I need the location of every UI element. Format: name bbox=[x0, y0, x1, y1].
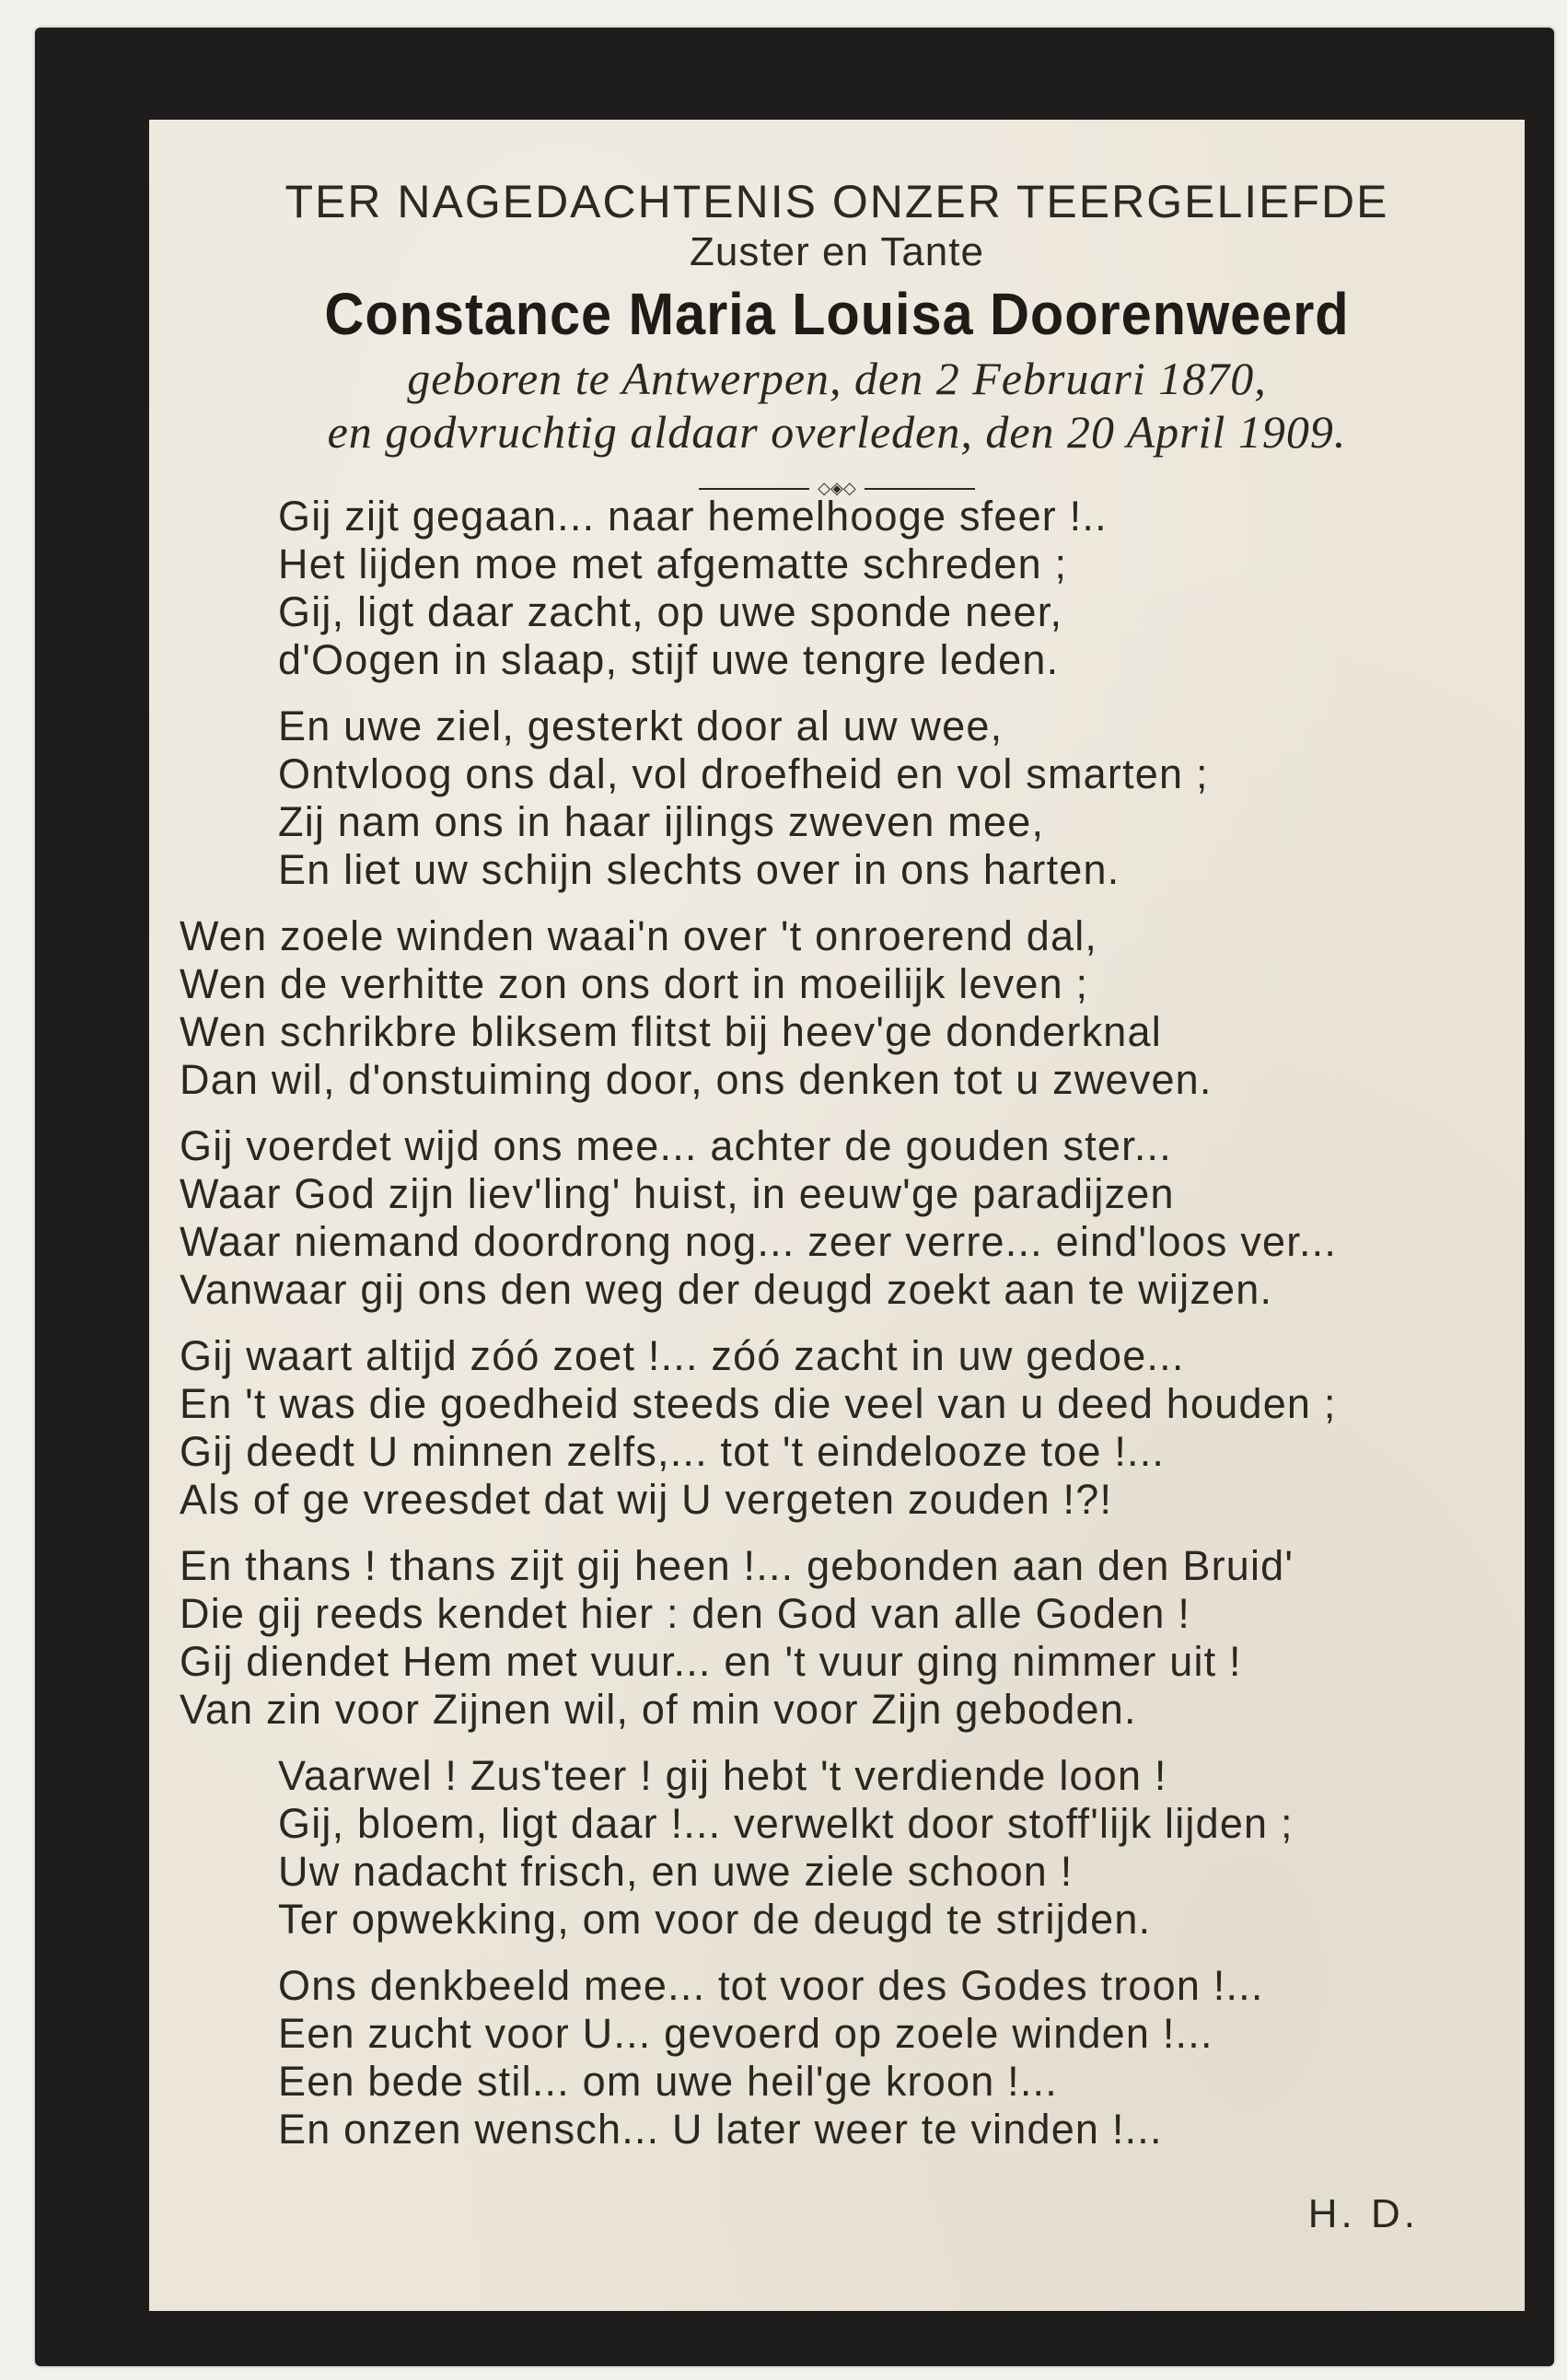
poem-line: Ons denkbeeld mee... tot voor des Godes troon !... bbox=[278, 1962, 1264, 2009]
poem-line: Dan wil, d'onstuiming door, ons denken tot u zweven. bbox=[180, 1056, 1213, 1103]
card-header bbox=[149, 175, 1525, 499]
poem-line: Uw nadacht frisch, en uwe ziele schoon ! bbox=[278, 1848, 1074, 1895]
poem-line: Vanwaar gij ons den weg der deugd zoekt aan te wijzen. bbox=[180, 1266, 1273, 1313]
poem-line: Een zucht voor U... gevoerd op zoele winden !... bbox=[278, 2010, 1213, 2057]
memorial-card bbox=[149, 120, 1525, 2311]
stanza bbox=[149, 1542, 1525, 1734]
poem-line: Waar niemand doordrong nog... zeer verre... eind'loos ver... bbox=[180, 1218, 1338, 1265]
poem-line: Vaarwel ! Zus'teer ! gij hebt 't verdiende loon ! bbox=[278, 1752, 1167, 1799]
poem-line: Ontvloog ons dal, vol droefheid en vol smarten ; bbox=[278, 750, 1209, 797]
poem-line: Gij waart altijd zóó zoet !... zóó zacht in uw gedoe... bbox=[180, 1332, 1185, 1379]
death-line: en godvruchtig aldaar overleden, den 20 April 1909. bbox=[327, 406, 1347, 458]
stanza bbox=[149, 1122, 1525, 1314]
stanza bbox=[149, 702, 1525, 894]
poem-line: Gij, ligt daar zacht, op uwe sponde neer, bbox=[278, 588, 1063, 635]
stanza bbox=[149, 1962, 1525, 2154]
stanza bbox=[149, 1332, 1525, 1524]
relation: Zuster en Tante bbox=[690, 229, 984, 274]
poem-line: d'Oogen in slaap, stijf uwe tengre leden. bbox=[278, 636, 1060, 683]
poem-line: Een bede stil... om uwe heil'ge kroon !... bbox=[278, 2058, 1058, 2105]
poem-line: En thans ! thans zijt gij heen !... gebonden aan den Bruid' bbox=[180, 1542, 1294, 1589]
poem-line: Wen de verhitte zon ons dort in moeilijk leven ; bbox=[180, 960, 1089, 1007]
poem-line: Gij diendet Hem met vuur... en 't vuur ging nimmer uit ! bbox=[180, 1638, 1242, 1685]
stanza bbox=[149, 493, 1525, 684]
poem-line: Wen schrikbre bliksem flitst bij heev'ge donderknal bbox=[180, 1008, 1162, 1055]
poem-line: Van zin voor Zijnen wil, of min voor Zijn geboden. bbox=[180, 1686, 1137, 1733]
poem-line: En liet uw schijn slechts over in ons harten. bbox=[278, 846, 1120, 893]
poem-line: Gij deedt U minnen zelfs,... tot 't eindelooze toe !... bbox=[180, 1428, 1166, 1475]
poem bbox=[149, 493, 1525, 2172]
poem-line: Die gij reeds kendet hier : den God van alle Goden ! bbox=[180, 1590, 1191, 1637]
stanza bbox=[149, 1752, 1525, 1944]
poem-line: Zij nam ons in haar ijlings zweven mee, bbox=[278, 798, 1045, 845]
poem-line: Wen zoele winden waai'n over 't onroerend dal, bbox=[180, 912, 1098, 959]
poem-line: En uwe ziel, gesterkt door al uw wee, bbox=[278, 702, 1004, 749]
poem-line: Als of ge vreesdet dat wij U vergeten zouden !?! bbox=[180, 1476, 1113, 1523]
signature: H. D. bbox=[1307, 2191, 1419, 2236]
divider-rule-left bbox=[699, 488, 809, 490]
poem-line: Ter opwekking, om voor de deugd te strijden. bbox=[278, 1896, 1152, 1943]
divider-rule-right bbox=[865, 488, 975, 490]
poem-line: Het lijden moe met afgematte schreden ; bbox=[278, 540, 1068, 587]
poem-line: Gij zijt gegaan... naar hemelhooge sfeer !.. bbox=[278, 493, 1108, 540]
mourning-card-border bbox=[35, 28, 1554, 2366]
stanza bbox=[149, 912, 1525, 1104]
deceased-name: Constance Maria Louisa Doorenweerd bbox=[324, 281, 1350, 347]
poem-line: En onzen wensch... U later weer te vinden !... bbox=[278, 2106, 1163, 2153]
birth-line: geboren te Antwerpen, den 2 Februari 1870, bbox=[407, 353, 1267, 404]
ornament-icon: ◇◈◇ bbox=[818, 479, 856, 498]
poem-line: Gij voerdet wijd ons mee... achter de gouden ster... bbox=[180, 1122, 1172, 1169]
poem-line: Waar God zijn liev'ling' huist, in eeuw'ge paradijzen bbox=[180, 1170, 1175, 1217]
poem-line: En 't was die goedheid steeds die veel van u deed houden ; bbox=[180, 1380, 1337, 1427]
heading: TER NAGEDACHTENIS ONZER TEERGELIEFDE bbox=[284, 176, 1389, 227]
poem-line: Gij, bloem, ligt daar !... verwelkt door stoff'lijk lijden ; bbox=[278, 1800, 1294, 1847]
